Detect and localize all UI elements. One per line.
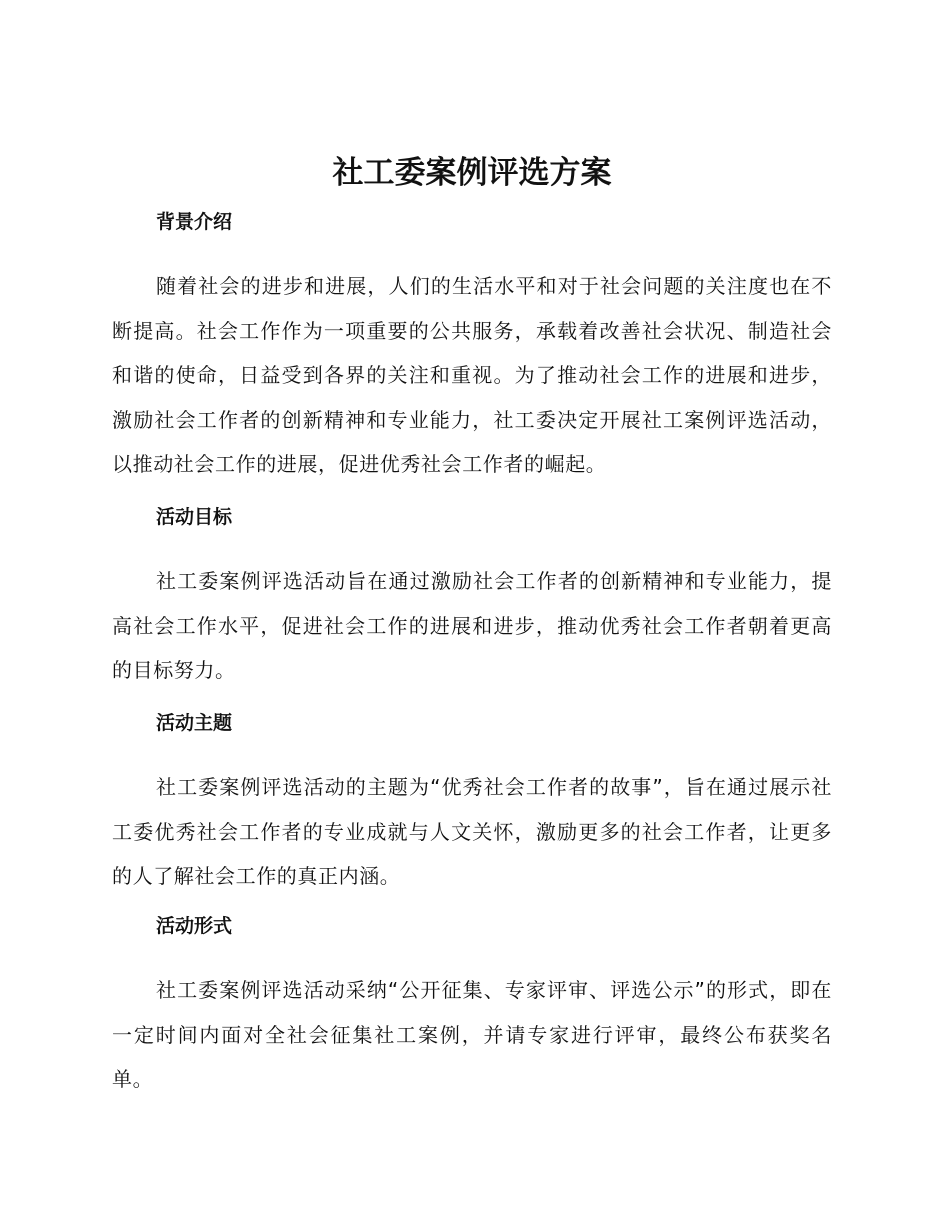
section-background [112, 208, 832, 487]
section-paragraph: 社工委案例评选活动采纳“公开征集、专家评审、评选公示”的形式，即在一定时间内面对全社会征集社工案例，并请专家进行评审，最终公布获奖名单。 [112, 978, 832, 1091]
page-title: 社工委案例评选方案 [332, 155, 612, 191]
section-format [112, 912, 832, 1102]
section-heading: 活动目标 [156, 506, 233, 528]
section-paragraph: 社工委案例评选活动旨在通过激励社会工作者的创新精神和专业能力，提高社会工作水平，促进社会工作的进展和进步，推动优秀社会工作者朝着更高的目标努力。 [112, 569, 832, 682]
section-theme [112, 709, 832, 899]
section-heading: 活动主题 [156, 712, 233, 734]
section-paragraph: 社工委案例评选活动的主题为“优秀社会工作者的故事”，旨在通过展示社工委优秀社会工作者的专业成就与人文关怀，激励更多的社会工作者，让更多的人了解社会工作的真正内涵。 [112, 775, 832, 888]
section-heading: 背景介绍 [156, 211, 233, 233]
section-paragraph: 随着社会的进步和进展，人们的生活水平和对于社会问题的关注度也在不断提高。社会工作作为一项重要的公共服务，承载着改善社会状况、制造社会和谐的使命，日益受到各界的关注和重视。为了推动社会工作的进展和进步，激励社会工作者的创新精神和专业能力，社工委决定开展社工案例评选活动，以推动社会工作的进展，促进优秀社会工作者的崛起。 [112, 274, 832, 476]
section-goals [112, 503, 832, 693]
section-heading: 活动形式 [156, 915, 233, 937]
